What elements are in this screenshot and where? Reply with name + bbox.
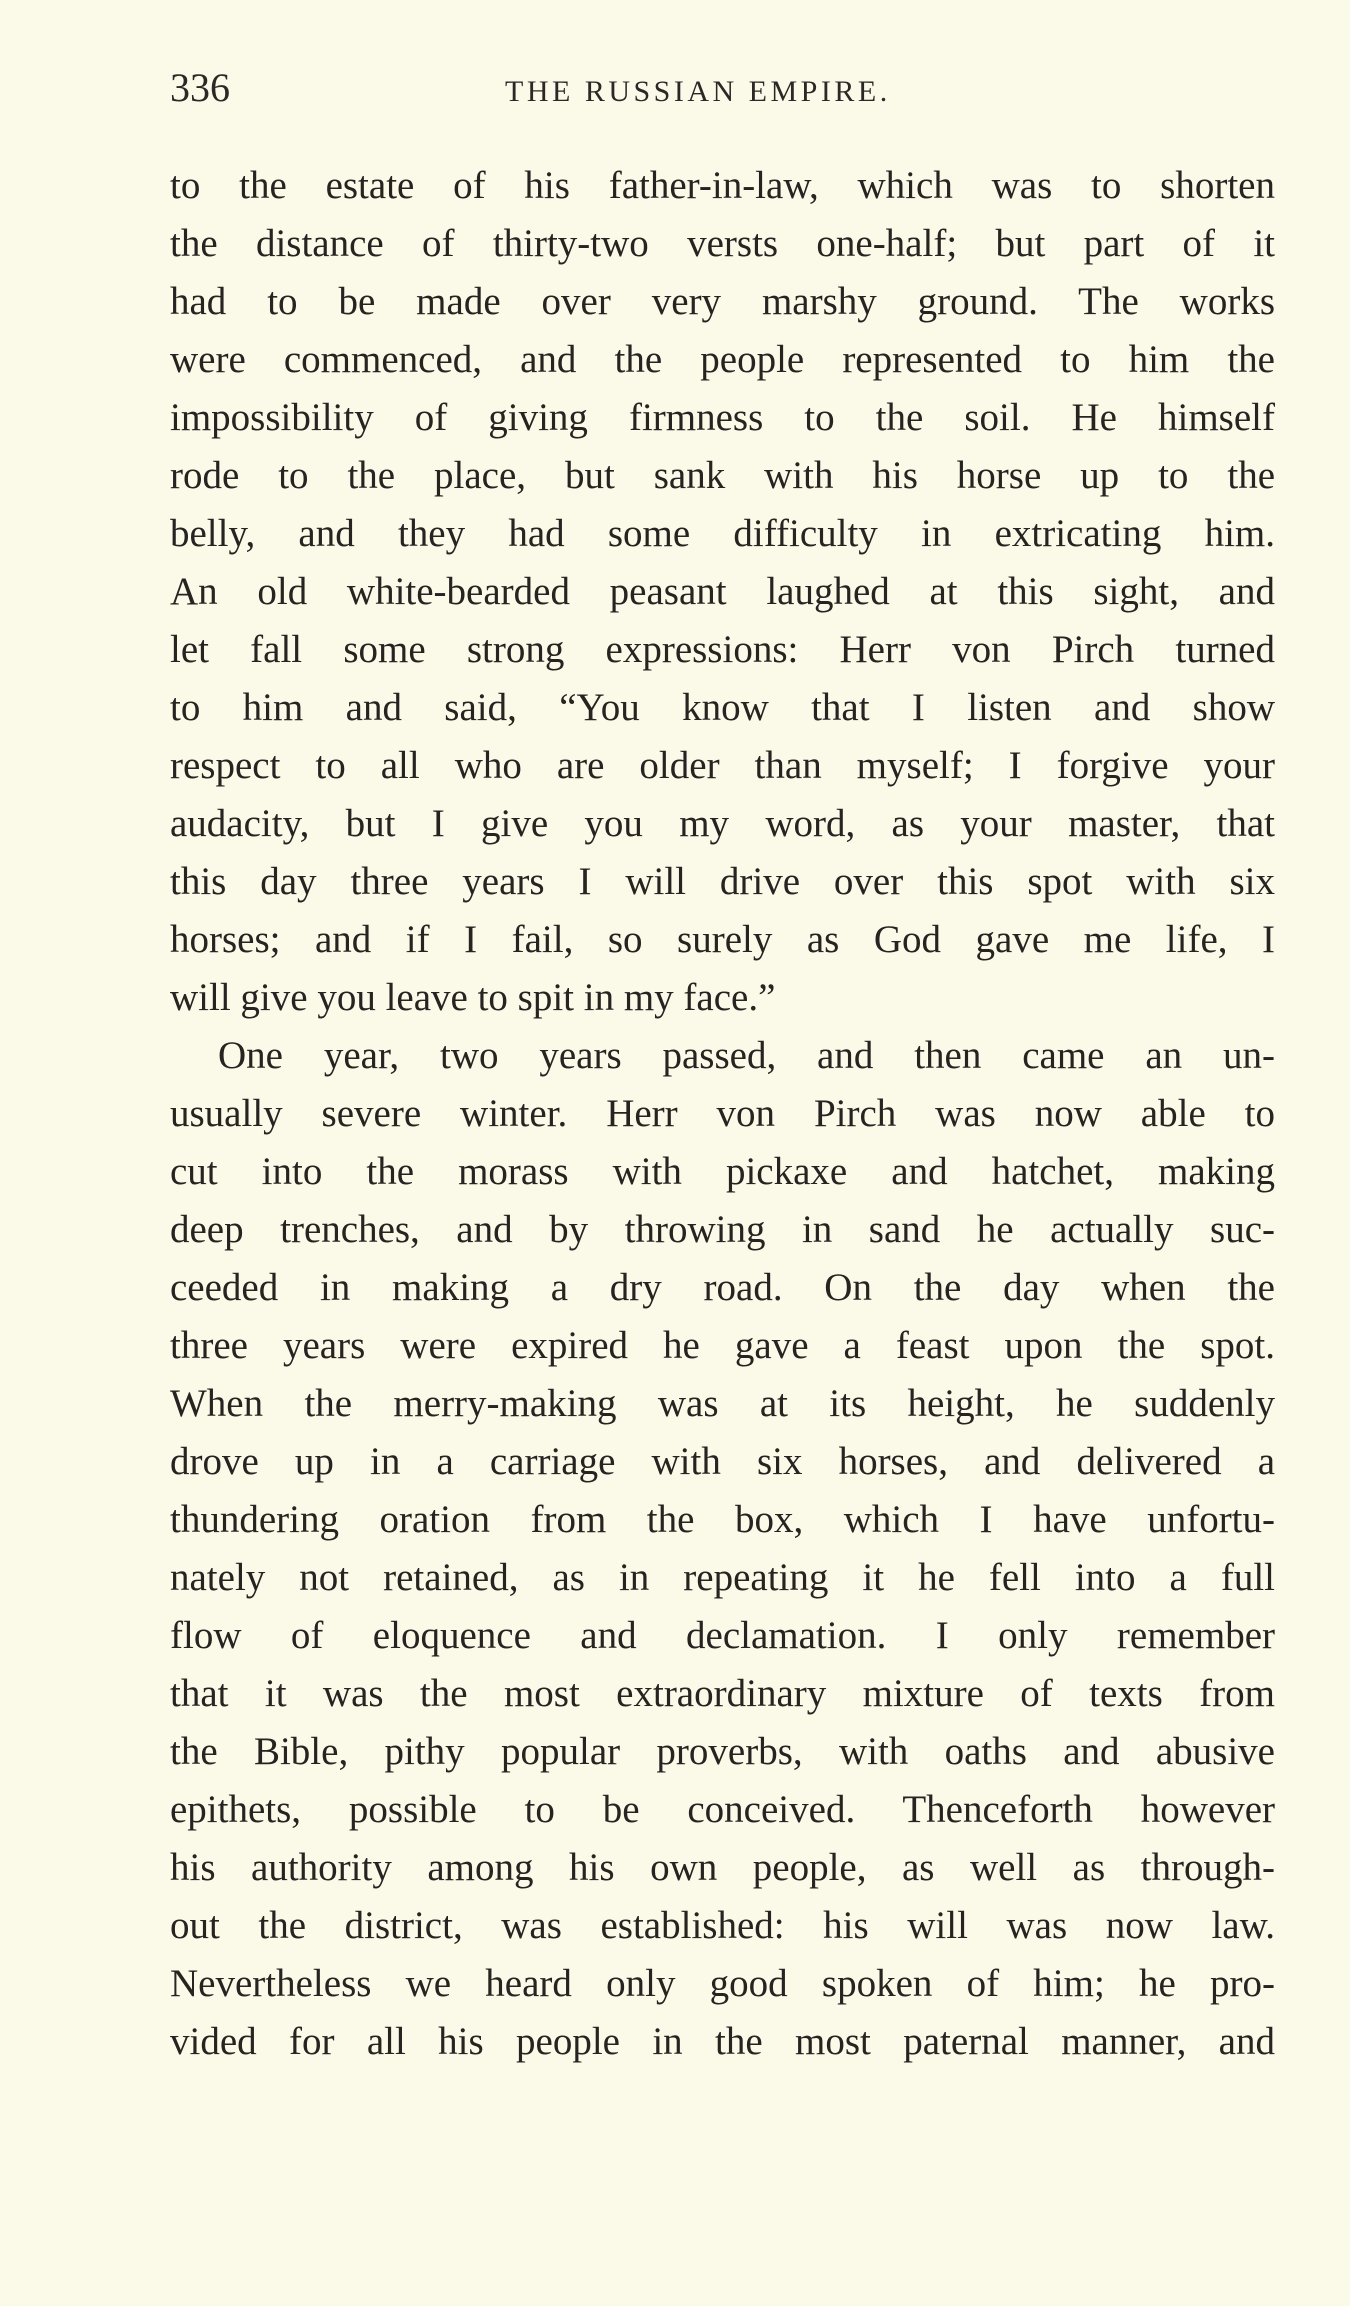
text-line: three years were expired he gave a feast upon the spot. <box>170 1324 1275 1367</box>
text-line: will give you leave to spit in my face.” <box>170 976 776 1019</box>
text-line: nately not retained, as in repeating it he fell into a full <box>170 1556 1275 1599</box>
text-line: the distance of thirty-two versts one-half; but part of it <box>170 222 1275 265</box>
text-line: out the district, was established: his will was now law. <box>170 1904 1275 1947</box>
text-line: belly, and they had some difficulty in extricating him. <box>170 512 1275 555</box>
text-line: this day three years I will drive over this spot with six <box>170 860 1275 903</box>
text-line: vided for all his people in the most paternal manner, and <box>170 2020 1275 2063</box>
text-line: impossibility of giving firmness to the soil. He himself <box>170 396 1275 439</box>
running-head <box>170 58 1275 118</box>
text-line: horses; and if I fail, so surely as God gave me life, I <box>170 918 1275 961</box>
text-line: One year, two years passed, and then came an un- <box>218 1034 1275 1077</box>
text-line: Nevertheless we heard only good spoken of him; he pro- <box>170 1962 1275 2005</box>
text-line: drove up in a carriage with six horses, and delivered a <box>170 1440 1275 1483</box>
text-line: his authority among his own people, as well as through- <box>170 1846 1275 1889</box>
text-line: that it was the most extraordinary mixture of texts from <box>170 1672 1275 1715</box>
text-line: cut into the morass with pickaxe and hatchet, making <box>170 1150 1275 1193</box>
text-line: to him and said, “You know that I listen and show <box>170 686 1275 729</box>
text-line: ceeded in making a dry road. On the day when the <box>170 1266 1275 1309</box>
text-line: flow of eloquence and declamation. I only remember <box>170 1614 1275 1657</box>
text-line: audacity, but I give you my word, as your master, that <box>170 802 1275 845</box>
text-line: respect to all who are older than myself; I forgive your <box>170 744 1275 787</box>
text-line: to the estate of his father-in-law, which was to shorten <box>170 164 1275 207</box>
text-line: deep trenches, and by throwing in sand he actually suc- <box>170 1208 1275 1251</box>
text-line: usually severe winter. Herr von Pirch was now able to <box>170 1092 1275 1135</box>
text-line: An old white-bearded peasant laughed at this sight, and <box>170 570 1275 613</box>
text-line: let fall some strong expressions: Herr von Pirch turned <box>170 628 1275 671</box>
text-line: had to be made over very marshy ground. The works <box>170 280 1275 323</box>
running-title: THE RUSSIAN EMPIRE. <box>505 75 891 108</box>
text-line: the Bible, pithy popular proverbs, with oaths and abusive <box>170 1730 1275 1773</box>
text-line: were commenced, and the people represented to him the <box>170 338 1275 381</box>
text-line: epithets, possible to be conceived. Thenceforth however <box>170 1788 1275 1831</box>
page-number: 336 <box>170 65 230 110</box>
body-text <box>170 157 1275 2071</box>
text-line: thundering oration from the box, which I have unfortu- <box>170 1498 1275 1541</box>
text-line: rode to the place, but sank with his horse up to the <box>170 454 1275 497</box>
text-line: When the merry-making was at its height, he suddenly <box>170 1382 1275 1425</box>
